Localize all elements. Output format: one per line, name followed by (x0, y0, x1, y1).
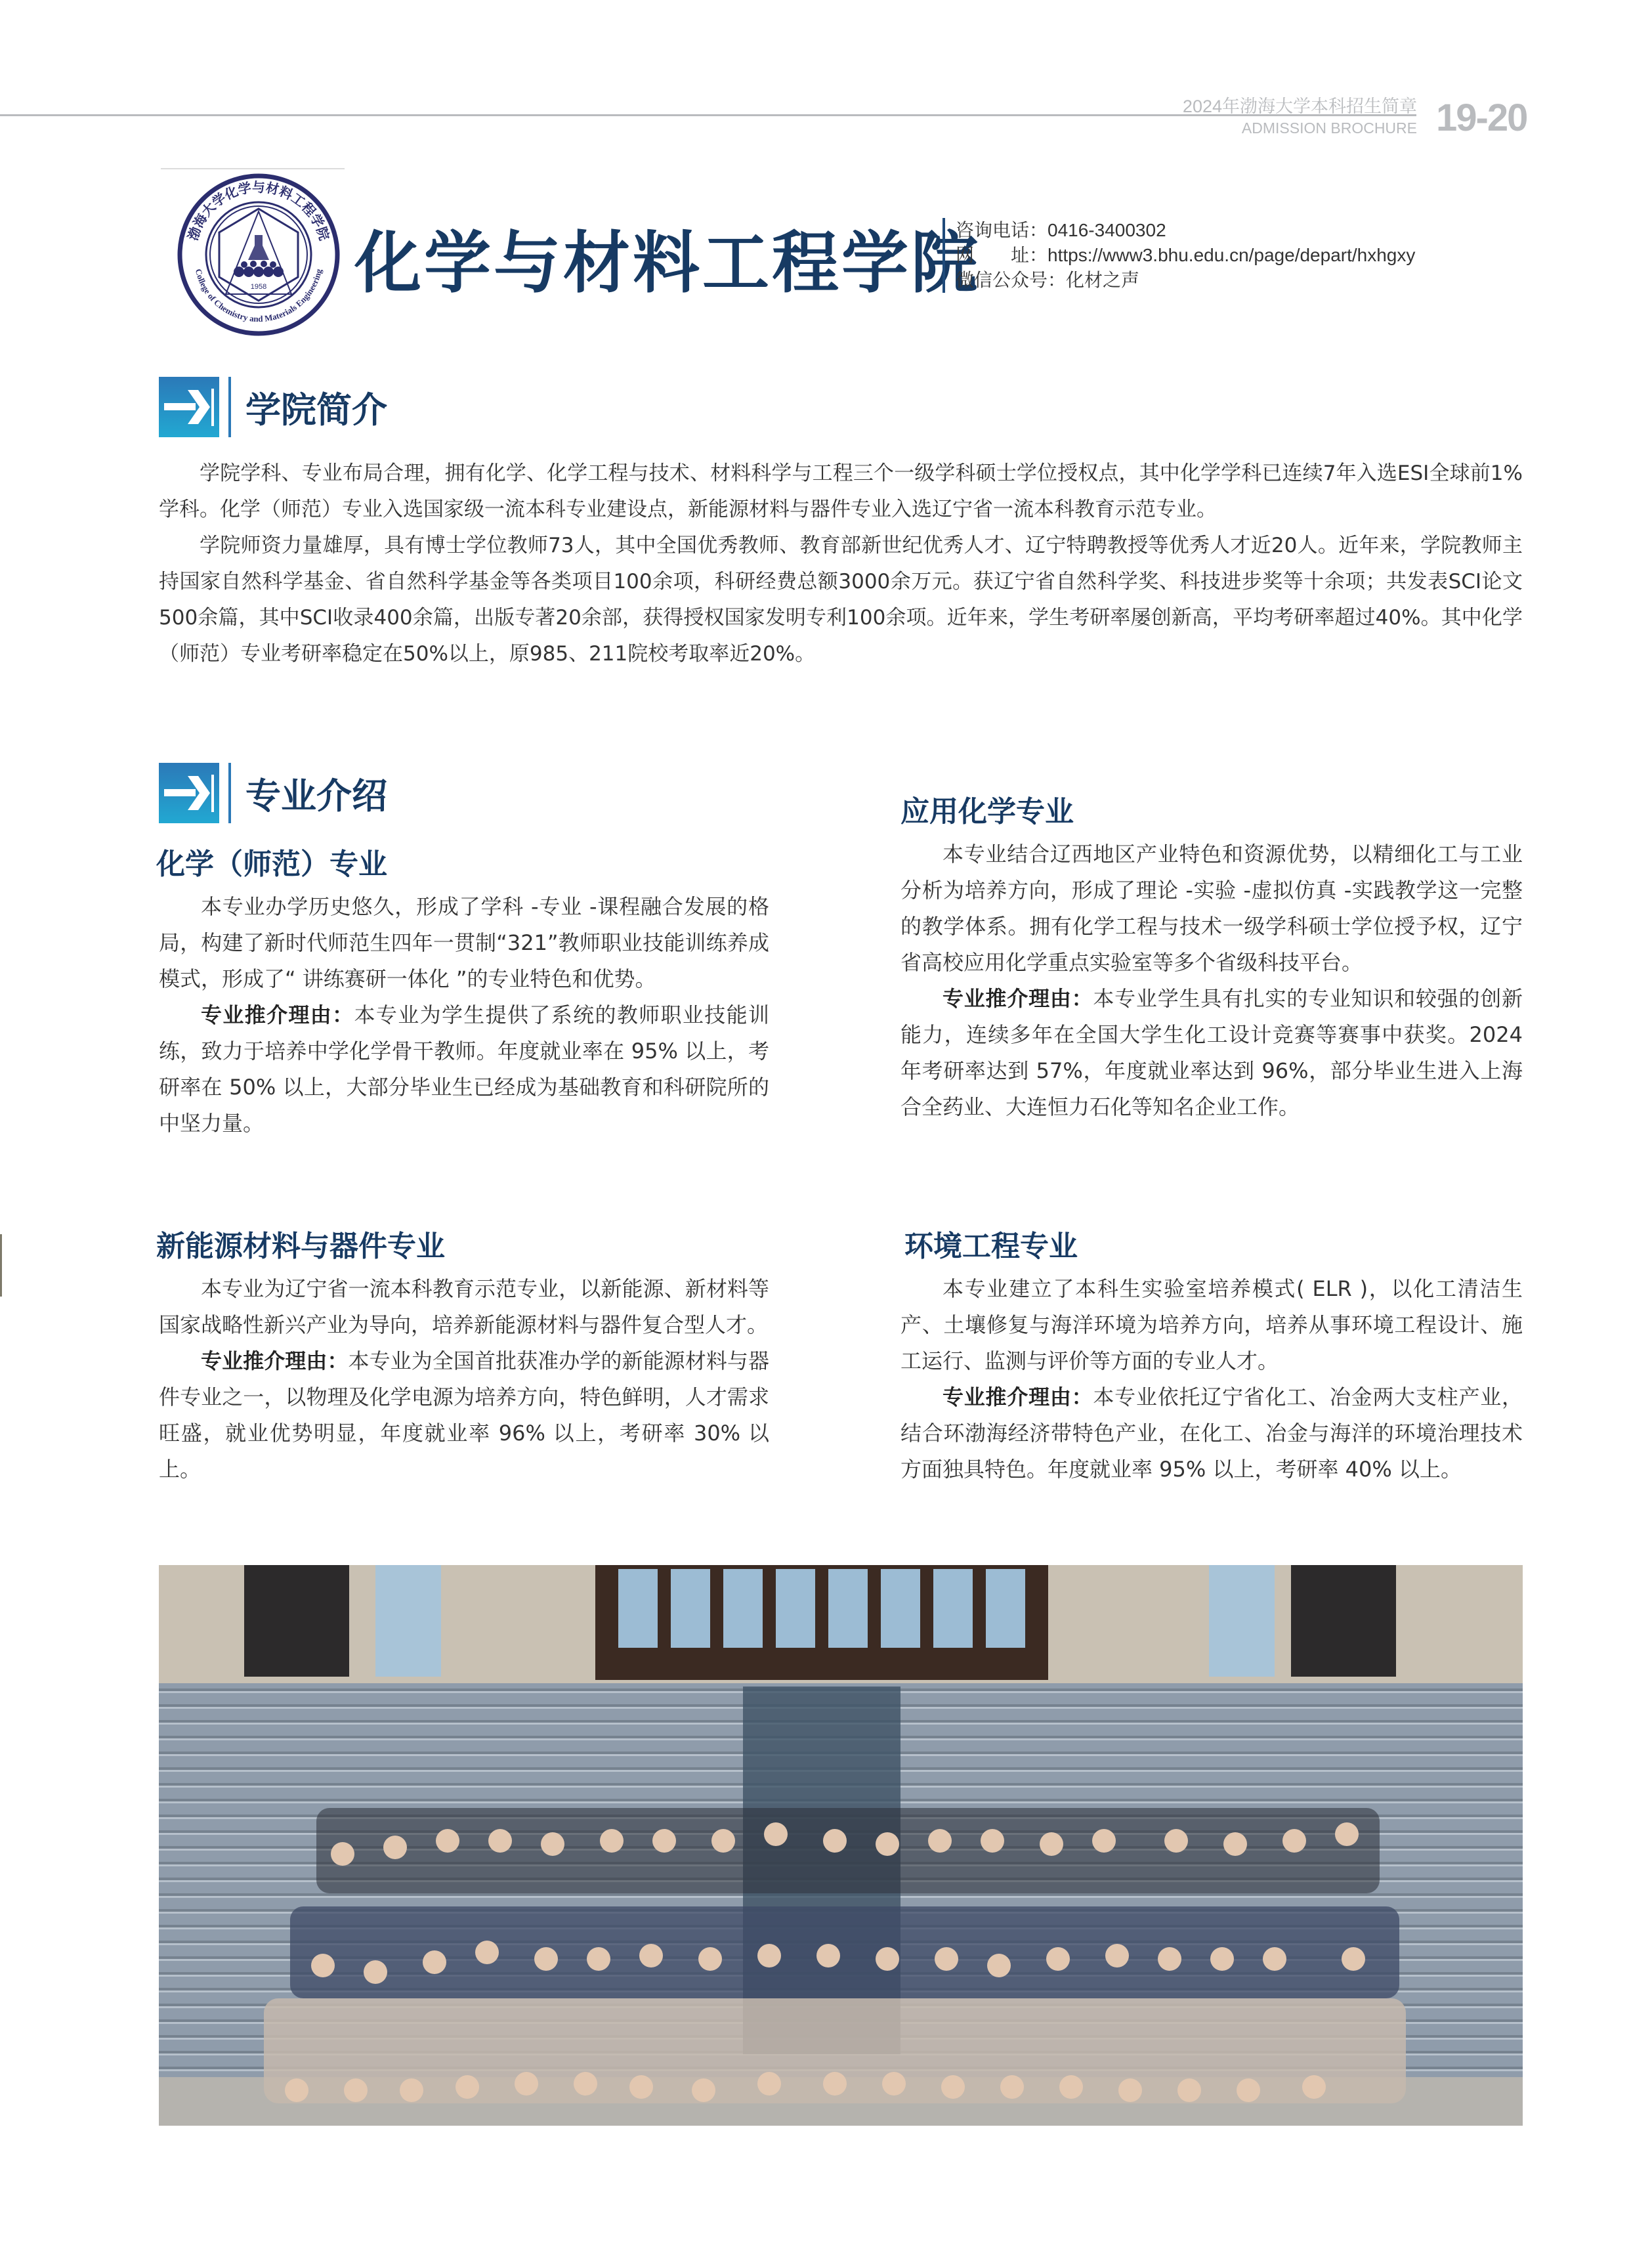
major-description: 本专业为辽宁省一流本科教育示范专业，以新能源、新材料等国家战略性新兴产业为导向，培养新能源材料与器件复合型人才。 (159, 1276, 769, 1337)
section-divider (228, 377, 231, 437)
major-title-applied-chemistry: 应用化学专业 (900, 795, 1074, 828)
recommend-label: 专业推介理由： (201, 1002, 354, 1027)
recommend-label: 专业推介理由： (201, 1348, 349, 1373)
logo-top-rule (161, 168, 345, 169)
section-title-intro: 学院简介 (245, 389, 387, 431)
svg-text:College of Chemistry and Mater: College of Chemistry and Materials Engineering (193, 267, 324, 324)
page-edge-mark (0, 1234, 2, 1297)
major-title-new-energy: 新能源材料与器件专业 (156, 1230, 445, 1263)
section-divider (228, 763, 231, 823)
major-recommendation (159, 1343, 769, 1488)
faculty-group-photo (159, 1565, 1523, 2126)
recommend-label: 专业推介理由： (942, 986, 1093, 1011)
wechat-label: 微信公众号： (956, 270, 1067, 290)
major-new-energy (159, 1271, 769, 1488)
arrow-right-icon (159, 377, 219, 437)
recommend-label: 专业推介理由： (942, 1385, 1093, 1409)
recommend-text: 本专业依托辽宁省化工、冶金两大支柱产业，结合环渤海经济带特色产业，在化工、冶金与海洋的环境治理技术方面独具特色。年度就业率 95% 以上，考研率 40% 以上。 (900, 1385, 1523, 1482)
major-description: 本专业结合辽西地区产业特色和资源优势，以精细化工与工业分析为培养方向，形成了理论 -实验 -虚拟仿真 -实践教学这一完整的教学体系。拥有化学工程与技术一级学科硕士学位授予权，辽宁省高校应用化学重点实验室等多个省级科技平台。 (900, 842, 1523, 975)
contact-info (942, 218, 1415, 293)
svg-text:1958: 1958 (250, 283, 267, 291)
section-title-majors: 专业介绍 (245, 775, 387, 817)
college-emblem-icon (176, 172, 341, 337)
wechat-account: 化材之声 (1066, 270, 1140, 290)
major-recommendation (900, 981, 1523, 1125)
website-link[interactable]: https://www3.bhu.edu.cn/page/depart/hxhgxy (1048, 245, 1416, 265)
section-header-majors (159, 763, 387, 823)
brochure-title-en: ADMISSION BROCHURE (1241, 119, 1417, 137)
phone-label: 咨询电话： (956, 220, 1048, 240)
major-description: 本专业办学历史悠久，形成了学科 -专业 -课程融合发展的格局，构建了新时代师范生四年一贯制“321”教师职业技能训练养成模式，形成了“ 讲练赛研一体化 ”的专业特色和优势。 (159, 894, 769, 991)
contact-phone (956, 218, 1415, 243)
major-title-chemistry-education: 化学（师范）专业 (156, 848, 387, 881)
section-header-intro (159, 377, 387, 437)
phone-number: 0416-3400302 (1048, 220, 1166, 240)
page-numbers: 19-20 (1436, 97, 1527, 139)
brochure-title-cn: 2024年渤海大学本科招生简章 (1182, 97, 1417, 116)
intro-paragraph-2: 学院师资力量雄厚，具有博士学位教师73人，其中全国优秀教师、教育部新世纪优秀人才、辽宁特聘教授等优秀人才近20人。近年来，学院教师主持国家自然科学基金、省自然科学基金等各类项目100余项，科研经费总额3000余万元。获辽宁省自然科学奖、科技进步奖等十余项；共发表SCI论文500余篇，其中SCI收录400余篇，出版专著20余部，获得授权国家发明专利100余项。近年来，学生考研率屡创新高，平均考研率超过40%。其中化学（师范）专业考研率稳定在50%以上，原985、211院校考取率近20%。 (159, 534, 1523, 666)
svg-text:渤海大学化学与材料工程学院: 渤海大学化学与材料工程学院 (184, 179, 333, 243)
recommend-text: 本专业为学生提供了系统的教师职业技能训练，致力于培养中学化学骨干教师。年度就业率在 95% 以上，考研率在 50% 以上，大部分毕业生已经成为基础教育和科研院所的中坚力量。 (159, 1002, 769, 1136)
major-title-environmental: 环境工程专业 (904, 1230, 1078, 1263)
college-title: 化学与材料工程学院 (354, 225, 981, 303)
recommend-text: 本专业为全国首批获准办学的新能源材料与器件专业之一，以物理及化学电源为培养方向，特色鲜明，人才需求旺盛，就业优势明显，年度就业率 96% 以上，考研率 30% 以上。 (159, 1348, 769, 1482)
major-recommendation (900, 1379, 1523, 1488)
major-applied-chemistry (900, 836, 1523, 1125)
recommend-text: 本专业学生具有扎实的专业知识和较强的创新能力，连续多年在全国大学生化工设计竞赛等赛事中获奖。2024 年考研率达到 57%，年度就业率达到 96%，部分毕业生进入上海合全药业、大连恒力石化等知名企业工作。 (900, 986, 1523, 1119)
arrow-right-icon (159, 763, 219, 823)
intro-text (159, 456, 1523, 672)
major-chemistry-education (159, 889, 769, 1142)
website-label: 网 址： (956, 245, 1048, 265)
intro-paragraph-1: 学院学科、专业布局合理，拥有化学、化学工程与技术、材料科学与工程三个一级学科硕士学位授权点，其中化学学科已连续7年入选ESI全球前1%学科。化学（师范）专业入选国家级一流本科专业建设点，新能源材料与器件专业入选辽宁省一流本科教育示范专业。 (159, 462, 1523, 521)
contact-wechat (956, 268, 1415, 293)
major-environmental (900, 1271, 1523, 1488)
major-recommendation (159, 997, 769, 1142)
major-description: 本专业建立了本科生实验室培养模式( ELR )，以化工清洁生产、土壤修复与海洋环境为培养方向，培养从事环境工程设计、施工运行、监测与评价等方面的专业人才。 (900, 1276, 1523, 1373)
contact-website (956, 243, 1415, 268)
